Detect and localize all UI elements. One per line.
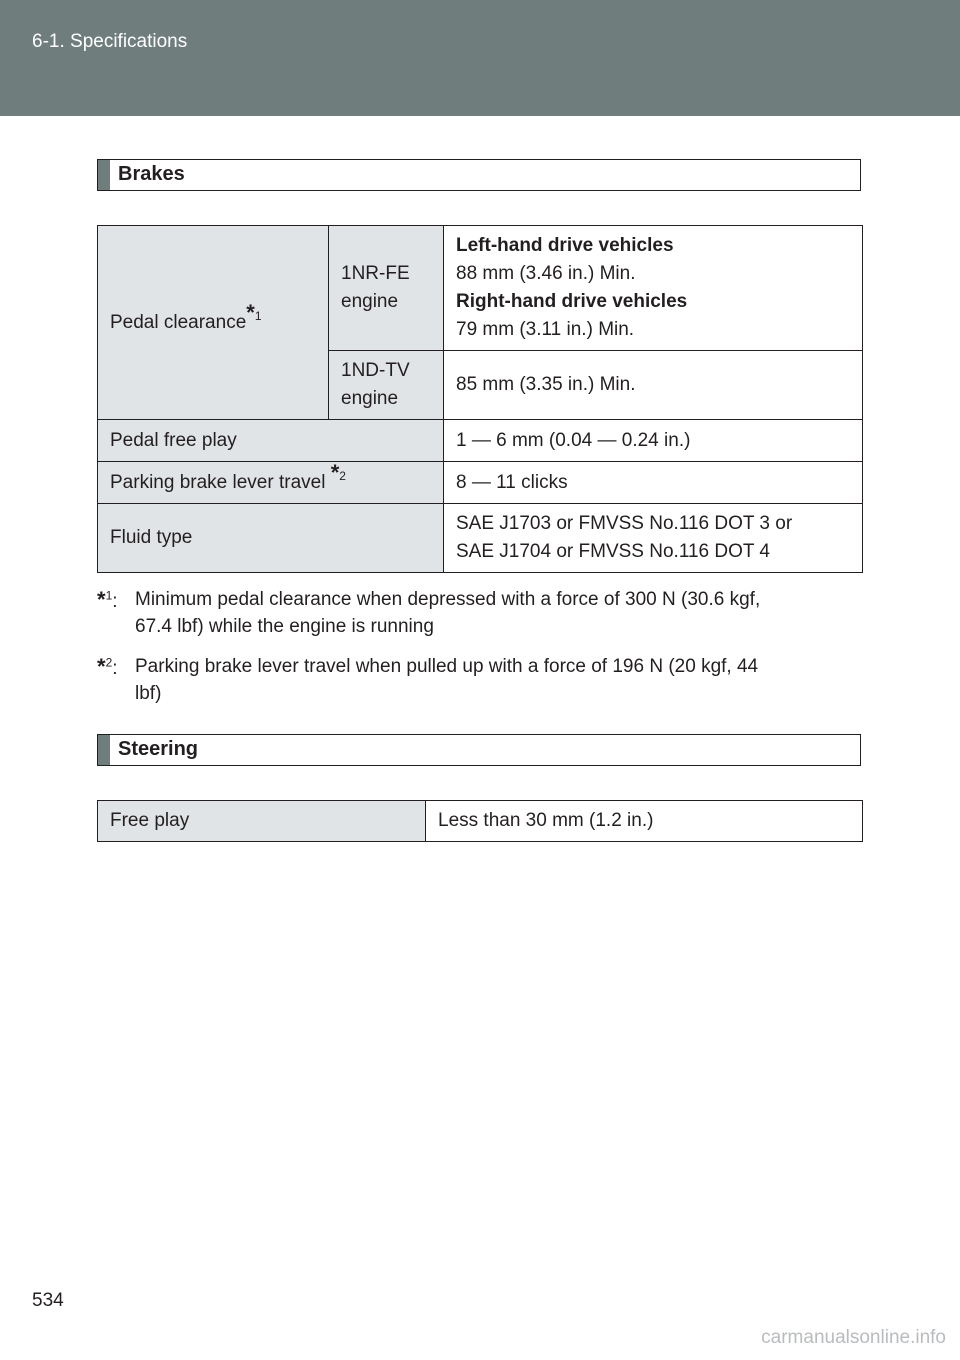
- footnote-colon: :: [112, 658, 118, 679]
- footnote-text-line: lbf): [135, 683, 162, 704]
- clearance-value: 85 mm (3.35 in.) Min.: [456, 374, 636, 395]
- footnote-number: 2: [339, 469, 346, 484]
- footnote-number: 1: [254, 309, 262, 324]
- value-cell: [444, 462, 863, 504]
- table-row: [98, 226, 863, 351]
- table-row: [98, 504, 863, 573]
- steering-heading: [97, 734, 861, 766]
- value-cell: [444, 226, 863, 351]
- footnote-marker: *: [97, 654, 106, 679]
- footnote-number: 2: [105, 655, 113, 670]
- brakes-table: [97, 225, 863, 573]
- parking-brake-value: 8 — 11 clicks: [456, 471, 568, 493]
- brakes-heading-label: Brakes: [118, 163, 185, 185]
- label-cell: [98, 801, 426, 842]
- steering-table: [97, 800, 863, 842]
- value-cell: [444, 351, 863, 420]
- page-number: 534: [32, 1290, 64, 1311]
- engine-cell: [329, 226, 444, 351]
- footnote-number: 1: [105, 588, 113, 603]
- value-cell: [444, 420, 863, 462]
- table-row: [98, 462, 863, 504]
- table-row: [98, 801, 863, 842]
- lhd-label: Left-hand drive vehicles: [456, 235, 674, 256]
- fluid-type-label: Fluid type: [110, 527, 193, 548]
- pedal-free-play-label: Pedal free play: [110, 429, 237, 451]
- engine-suffix: engine: [341, 388, 399, 409]
- fluid-type-value-line: SAE J1703 or FMVSS No.116 DOT 3 or: [456, 513, 793, 534]
- footnote-text-line: Parking brake lever travel when pulled up with a force of 196 N (20 kgf, 44: [135, 656, 759, 677]
- engine-suffix: engine: [341, 291, 399, 312]
- footnote-text-line: 67.4 lbf) while the engine is running: [135, 616, 434, 637]
- footnote-marker: *: [97, 587, 106, 612]
- footnote-text-line: Minimum pedal clearance when depressed with a force of 300 N (30.6 kgf,: [135, 589, 761, 610]
- engine-name: 1ND-TV: [341, 360, 410, 381]
- label-cell: [98, 420, 444, 462]
- header-band: [0, 0, 960, 116]
- watermark: carmanualsonline.info: [761, 1327, 946, 1348]
- steering-heading-label: Steering: [118, 738, 199, 760]
- label-cell: [98, 462, 444, 504]
- footnote: [97, 653, 867, 707]
- rhd-value: 79 mm (3.11 in.) Min.: [456, 319, 635, 340]
- heading-accent: [98, 160, 110, 190]
- free-play-label: Free play: [110, 810, 190, 831]
- value-cell: [444, 504, 863, 573]
- engine-cell: [329, 351, 444, 420]
- section-title: 6-1. Specifications: [32, 31, 188, 52]
- parking-brake-label: Parking brake lever travel: [110, 471, 331, 493]
- pedal-clearance-label: Pedal clearance: [110, 311, 247, 333]
- footnote-colon: :: [112, 591, 118, 612]
- fluid-type-value-line: SAE J1704 or FMVSS No.116 DOT 4: [456, 541, 770, 562]
- engine-name: 1NR-FE: [341, 263, 410, 284]
- footnote-marker: *: [246, 300, 255, 326]
- footnote-label: [97, 586, 118, 615]
- lhd-value: 88 mm (3.46 in.) Min.: [456, 263, 636, 284]
- pedal-free-play-value: 1 — 6 mm (0.04 — 0.24 in.): [456, 429, 691, 451]
- value-cell: [426, 801, 863, 842]
- footnote: [97, 586, 867, 640]
- free-play-value: Less than 30 mm (1.2 in.): [438, 810, 654, 831]
- table-row: [98, 420, 863, 462]
- label-cell: [98, 504, 444, 573]
- heading-accent: [98, 735, 110, 765]
- footnote-label: [97, 653, 118, 682]
- rhd-label: Right-hand drive vehicles: [456, 291, 688, 312]
- brakes-heading: [97, 159, 861, 191]
- footnote-marker: *: [330, 460, 340, 486]
- pedal-clearance-label-cell: [98, 226, 329, 420]
